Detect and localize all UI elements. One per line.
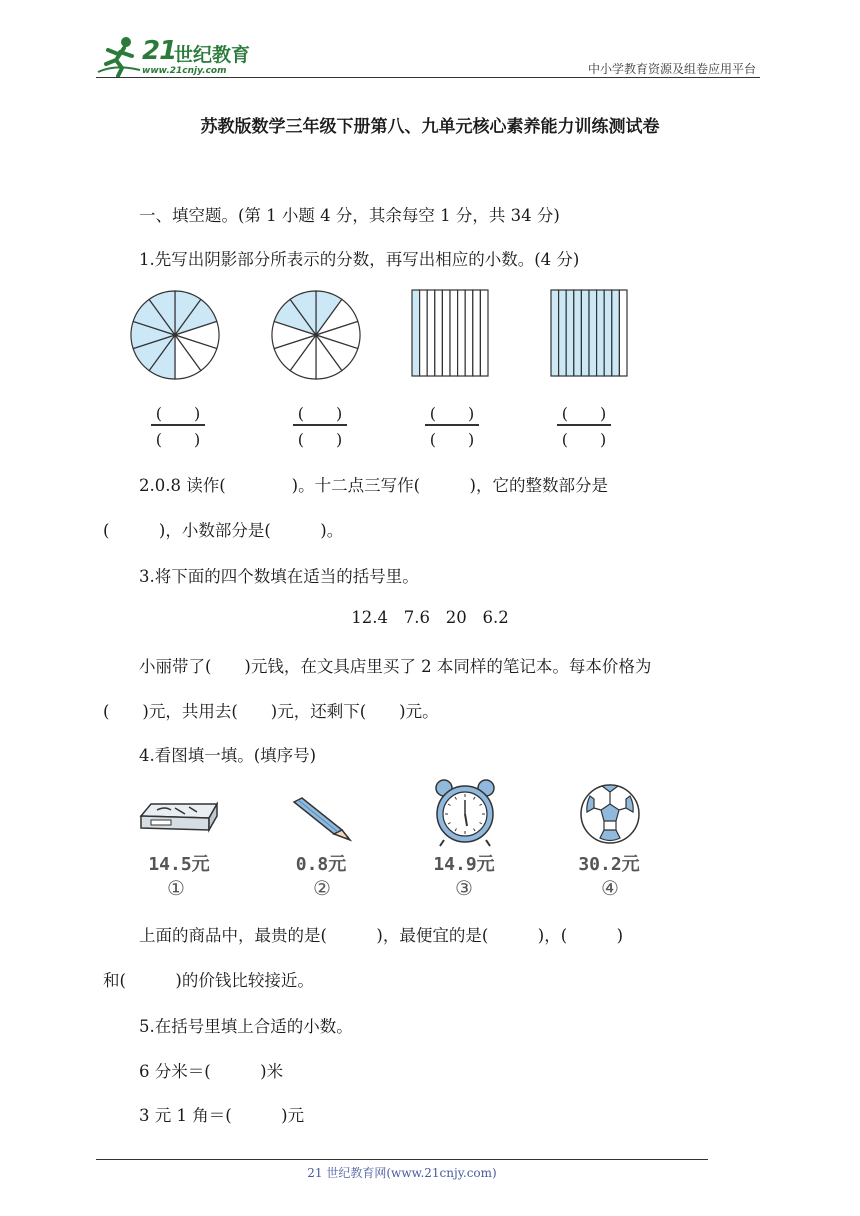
numerator-blank: ( ) (297, 404, 343, 423)
logo-number: 21 (142, 36, 177, 66)
denominator-blank: ( ) (561, 430, 607, 449)
strip-cell (480, 290, 488, 376)
strip-fraction-1 (409, 287, 493, 379)
question-1-text: 1.先写出阴影部分所表示的分数，再写出相应的小数。(4 分) (139, 250, 580, 269)
price-item-2: 0.8元 (295, 854, 347, 875)
denominator-blank: ( ) (155, 430, 201, 449)
fraction-blank-2[interactable] (285, 401, 355, 451)
strip-fraction-2 (548, 287, 632, 379)
price-item-1: 14.5元 (148, 854, 210, 875)
question-3-numbers: 12.4 7.6 20 6.2 (351, 608, 509, 627)
strip-cell (604, 290, 612, 376)
fraction-blank-1[interactable] (143, 401, 213, 451)
item-label-3: ③ (455, 876, 473, 900)
fraction-bar (425, 424, 479, 426)
strip-cell (465, 290, 473, 376)
question-5-line-1: 6 分米＝( )米 (139, 1062, 284, 1081)
soccer-ball-icon (578, 782, 642, 846)
strip-cell (420, 290, 428, 376)
section-heading: 一、填空题。(第 1 小题 4 分，其余每空 1 分，共 34 分) (139, 206, 560, 225)
numerator-blank: ( ) (561, 404, 607, 423)
strip-cell (435, 290, 443, 376)
strip-cell (619, 290, 627, 376)
page-title: 苏教版数学三年级下册第八、九单元核心素养能力训练测试卷 (200, 117, 660, 137)
strip-cell (581, 290, 589, 376)
strip-cell (597, 290, 605, 376)
strip-cell (574, 290, 582, 376)
fraction-blank-4[interactable] (549, 401, 619, 451)
item-label-4: ④ (601, 876, 619, 900)
fraction-bar (293, 424, 347, 426)
question-4-line-1: 上面的商品中，最贵的是( )，最便宜的是( )，( ) (139, 926, 624, 945)
question-2-line-1: 2.0.8 读作( )。十二点三写作( )，它的整数部分是 (139, 476, 608, 495)
fraction-bar (557, 424, 611, 426)
question-4-line-2: 和( )的价钱比较接近。 (103, 971, 314, 990)
strip-cell (566, 290, 574, 376)
circle-fraction-2 (266, 288, 366, 383)
pencil-case-icon (137, 798, 221, 838)
header-tagline: 中小学教育资源及组卷应用平台 (587, 62, 756, 76)
circle-fraction-1 (125, 288, 225, 383)
price-item-4: 30.2元 (578, 854, 640, 875)
runner-logo-icon (96, 34, 142, 78)
question-3-line-2: ( )元，共用去( )元，还剩下( )元。 (103, 702, 439, 721)
strip-cell (473, 290, 481, 376)
strip-cell (412, 290, 420, 376)
strip-cell (442, 290, 450, 376)
question-3-text: 3.将下面的四个数填在适当的括号里。 (139, 567, 419, 586)
alarm-clock-icon (430, 778, 500, 848)
footer-link[interactable]: 21 世纪教育网(www.21cnjy.com) (307, 1166, 497, 1180)
strip-cell (559, 290, 567, 376)
strip-cell (458, 290, 466, 376)
question-4-text: 4.看图填一填。(填序号) (139, 746, 317, 765)
strip-cell (450, 290, 458, 376)
numerator-blank: ( ) (429, 404, 475, 423)
strip-cell (589, 290, 597, 376)
price-item-3: 14.9元 (433, 854, 495, 875)
strip-cell (612, 290, 620, 376)
question-5-line-2: 3 元 1 角＝( )元 (139, 1106, 305, 1125)
fraction-blank-3[interactable] (417, 401, 487, 451)
question-5-text: 5.在括号里填上合适的小数。 (139, 1017, 353, 1036)
strip-cell (551, 290, 559, 376)
pencil-icon (288, 796, 354, 842)
fraction-bar (151, 424, 205, 426)
denominator-blank: ( ) (297, 430, 343, 449)
logo-text: 世纪教育 (174, 44, 251, 66)
logo-url: www.21cnjy.com (142, 66, 227, 76)
numerator-blank: ( ) (155, 404, 201, 423)
site-logo[interactable] (96, 34, 266, 78)
question-2-line-2: ( )，小数部分是( )。 (103, 521, 344, 540)
item-label-1: ① (167, 876, 185, 900)
footer-divider (96, 1159, 708, 1160)
question-3-line-1: 小丽带了( )元钱，在文具店里买了 2 本同样的笔记本。每本价格为 (139, 657, 652, 676)
header-divider (96, 77, 760, 78)
item-label-2: ② (313, 876, 331, 900)
denominator-blank: ( ) (429, 430, 475, 449)
strip-cell (427, 290, 435, 376)
